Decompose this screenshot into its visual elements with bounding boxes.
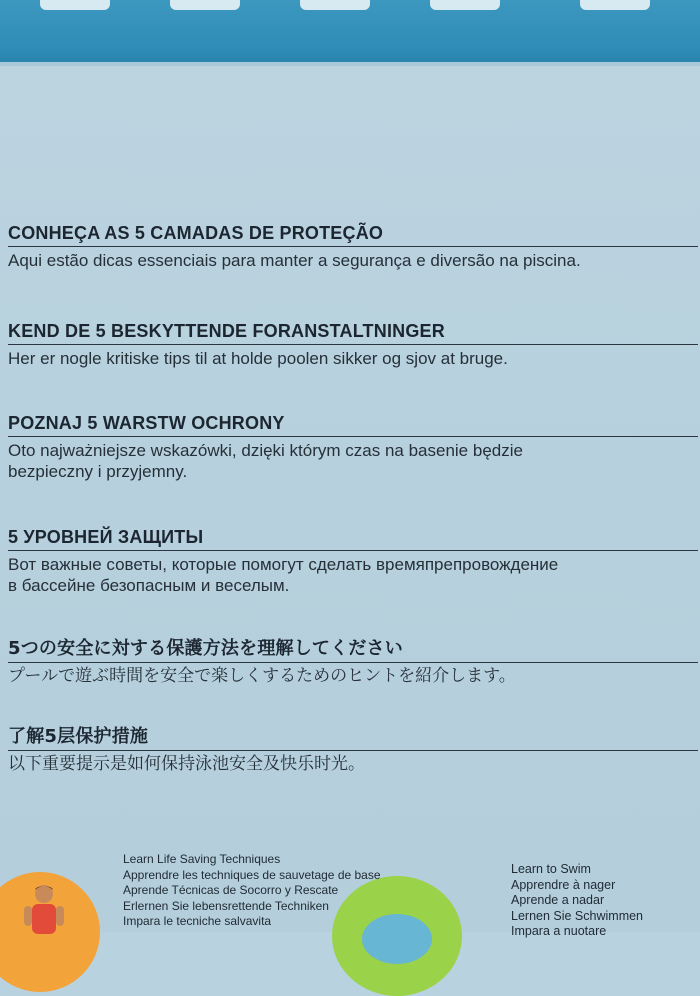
lifeguard-person-icon <box>14 880 74 940</box>
banner-letter-shape <box>40 0 110 10</box>
section-danish <box>8 320 698 369</box>
heading-rule <box>8 344 698 345</box>
section-heading: CONHEÇA AS 5 CAMADAS DE PROTEÇÃO <box>8 223 384 243</box>
section-heading: 了解5层保护措施 <box>8 726 149 747</box>
learn-to-swim-line: Impara a nuotare <box>511 924 607 938</box>
section-heading: POZNAJ 5 WARSTW OCHRONY <box>8 413 285 433</box>
life-saving-line: Apprendre les techniques de sauvetage de base <box>123 867 381 882</box>
banner-letter-shape <box>300 0 370 10</box>
learn-to-swim-line: Aprende a nadar <box>511 893 605 907</box>
heading-rule <box>8 662 698 663</box>
section-body: 以下重要提示是如何保持泳池安全及快乐时光。 <box>8 754 365 774</box>
section-body <box>8 554 698 596</box>
body-line: bezpieczny i przyjemny. <box>8 462 188 481</box>
section-polish <box>8 412 698 482</box>
life-saving-line: Learn Life Saving Techniques <box>123 852 281 866</box>
life-saving-line: Impara le tecniche salvavita <box>123 914 272 928</box>
top-banner <box>0 0 700 62</box>
learn-to-swim-line: Lernen Sie Schwimmen <box>511 908 644 923</box>
body-line: Вот важные советы, которые помогут сделать времяпрепровождение <box>8 555 559 574</box>
learn-to-swim-list <box>511 862 643 940</box>
section-russian <box>8 526 698 596</box>
heading-rule <box>8 246 698 247</box>
heading-rule <box>8 550 698 551</box>
life-saving-line: Erlernen Sie lebensrettende Techniken <box>123 898 329 913</box>
heading-rule <box>8 436 698 437</box>
learn-to-swim-line: Learn to Swim <box>511 862 591 876</box>
life-saving-line: Aprende Técnicas de Socorro y Rescate <box>123 883 339 897</box>
section-chinese <box>8 726 698 775</box>
heading-rule <box>8 750 698 751</box>
section-japanese <box>8 638 698 687</box>
section-heading: 5 УРОВНЕЙ ЗАЩИТЫ <box>8 527 204 547</box>
section-body <box>8 440 698 482</box>
learn-to-swim-line: Apprendre à nager <box>511 877 616 892</box>
section-heading: 5つの安全に対する保護方法を理解してください <box>8 638 403 659</box>
life-saving-list <box>123 852 381 930</box>
section-body: プールで遊ぶ時間を安全で楽しくするためのヒントを紹介します。 <box>8 666 516 686</box>
section-portuguese <box>8 222 698 271</box>
body-line: Oto najważniejsze wskazówki, dzięki którym czas na basenie będzie <box>8 441 523 460</box>
banner-letter-shape <box>580 0 650 10</box>
banner-letter-shape <box>170 0 240 10</box>
info-sheet <box>0 66 700 932</box>
body-line: в бассейне безопасным и веселым. <box>8 576 290 595</box>
section-heading: KEND DE 5 BESKYTTENDE FORANSTALTNINGER <box>8 321 445 341</box>
section-body: Her er nogle kritiske tips til at holde poolen sikker og sjov at bruge. <box>8 349 508 368</box>
banner-letter-shape <box>430 0 500 10</box>
section-body: Aqui estão dicas essenciais para manter a segurança e diversão na piscina. <box>8 251 581 270</box>
